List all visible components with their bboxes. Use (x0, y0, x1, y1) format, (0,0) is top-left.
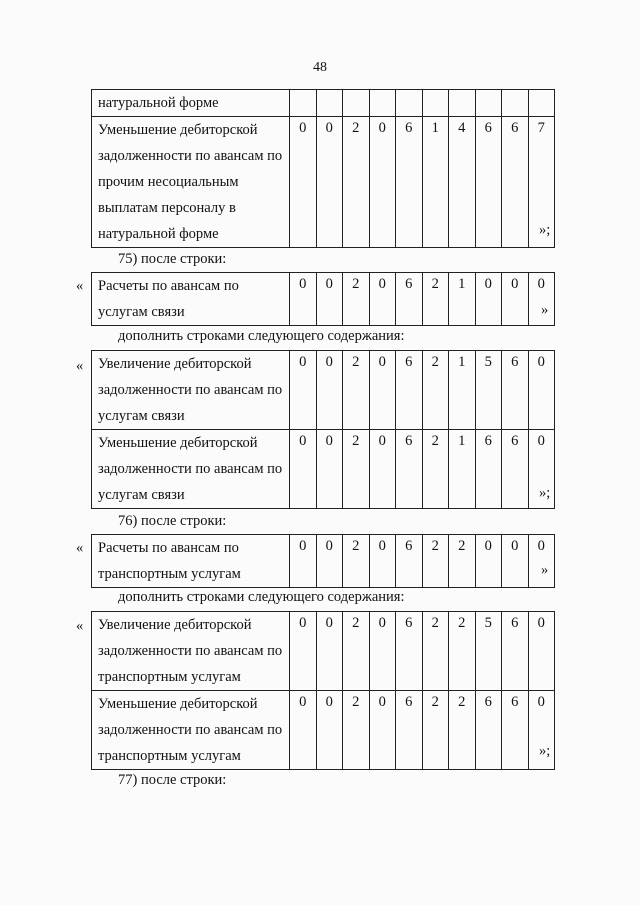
item-75-heading: 75) после строки: (118, 251, 227, 267)
code-digit: 2 (343, 117, 370, 248)
code-digit: 6 (396, 273, 423, 326)
code-digit: 0 (528, 430, 555, 509)
codes-table-75 (91, 272, 555, 326)
code-digit: 1 (449, 351, 476, 430)
add-rows-text: дополнить строками следующего содержания: (118, 589, 405, 605)
table-row (92, 612, 555, 691)
code-digit: 2 (449, 691, 476, 770)
code-digit: 0 (290, 273, 317, 326)
code-digit: 2 (422, 535, 449, 588)
table-row (92, 691, 555, 770)
opening-quote: « (76, 540, 84, 556)
code-digit: 0 (316, 691, 343, 770)
table-row (92, 273, 555, 326)
item-77-heading: 77) после строки: (118, 772, 227, 788)
code-digit: 2 (343, 535, 370, 588)
codes-table-76-added (91, 611, 555, 770)
code-digit: 0 (528, 612, 555, 691)
code-digit: 0 (369, 351, 396, 430)
code-digit: 0 (369, 117, 396, 248)
code-digit: 0 (290, 691, 317, 770)
code-digit: 0 (290, 351, 317, 430)
code-digit: 6 (502, 691, 529, 770)
code-digit: 2 (422, 612, 449, 691)
code-digit (502, 90, 529, 117)
table-row (92, 535, 555, 588)
code-digit: 0 (316, 612, 343, 691)
code-digit: 6 (396, 691, 423, 770)
row-label: натуральной форме (92, 90, 290, 117)
code-digit: 6 (396, 430, 423, 509)
code-digit: 1 (449, 273, 476, 326)
closing-quote: »; (539, 222, 551, 238)
code-digit (316, 90, 343, 117)
page-number: 48 (313, 60, 327, 75)
row-label: Расчеты по авансам по транспортным услугам (92, 535, 290, 588)
code-digit: 2 (422, 273, 449, 326)
code-digit: 0 (316, 535, 343, 588)
opening-quote: « (76, 278, 84, 294)
row-label: Увеличение дебиторской задолженности по авансам по услугам связи (92, 351, 290, 430)
code-digit: 6 (396, 351, 423, 430)
code-digit: 2 (449, 612, 476, 691)
code-digit (343, 90, 370, 117)
code-digit: 0 (316, 117, 343, 248)
code-digit: 6 (475, 691, 502, 770)
code-digit: 2 (449, 535, 476, 588)
table-row (92, 117, 555, 248)
code-digit (449, 90, 476, 117)
code-digit: 2 (422, 691, 449, 770)
closing-quote: » (541, 562, 549, 578)
table-row (92, 90, 555, 117)
code-digit: 0 (290, 117, 317, 248)
code-digit: 6 (396, 612, 423, 691)
code-digit: 5 (475, 612, 502, 691)
code-digit (475, 90, 502, 117)
code-digit: 0 (290, 535, 317, 588)
closing-quote: » (541, 302, 549, 318)
code-digit: 4 (449, 117, 476, 248)
row-label: Расчеты по авансам по услугам связи (92, 273, 290, 326)
code-digit: 0 (369, 691, 396, 770)
code-digit: 6 (502, 612, 529, 691)
code-digit: 2 (343, 273, 370, 326)
code-digit: 0 (369, 430, 396, 509)
row-label: Увеличение дебиторской задолженности по авансам по транспортным услугам (92, 612, 290, 691)
code-digit: 6 (475, 430, 502, 509)
add-rows-text: дополнить строками следующего содержания: (118, 328, 405, 344)
code-digit: 0 (528, 273, 555, 326)
code-digit: 0 (369, 535, 396, 588)
code-digit: 0 (475, 535, 502, 588)
code-digit: 6 (502, 117, 529, 248)
code-digit: 0 (528, 351, 555, 430)
opening-quote: « (76, 618, 84, 634)
codes-table-76 (91, 534, 555, 588)
code-digit: 0 (316, 430, 343, 509)
code-digit: 6 (475, 117, 502, 248)
code-digit: 6 (396, 535, 423, 588)
closing-quote: »; (539, 485, 551, 501)
row-label: Уменьшение дебиторской задолженности по авансам по прочим несоциальным выплатам персоналу в натуральной форме (92, 117, 290, 248)
codes-table-75-added (91, 350, 555, 509)
code-digit: 0 (369, 273, 396, 326)
row-label: Уменьшение дебиторской задолженности по авансам по транспортным услугам (92, 691, 290, 770)
code-digit: 6 (502, 351, 529, 430)
code-digit: 6 (502, 430, 529, 509)
code-digit: 0 (502, 535, 529, 588)
table-row (92, 430, 555, 509)
item-76-heading: 76) после строки: (118, 513, 227, 529)
row-label: Уменьшение дебиторской задолженности по авансам по услугам связи (92, 430, 290, 509)
code-digit: 0 (528, 691, 555, 770)
code-digit: 0 (290, 612, 317, 691)
code-digit: 0 (528, 535, 555, 588)
code-digit: 2 (343, 430, 370, 509)
codes-table-top (91, 89, 555, 248)
code-digit: 0 (316, 351, 343, 430)
code-digit: 6 (396, 117, 423, 248)
code-digit (396, 90, 423, 117)
opening-quote: « (76, 358, 84, 374)
code-digit: 1 (422, 117, 449, 248)
code-digit: 5 (475, 351, 502, 430)
code-digit (290, 90, 317, 117)
closing-quote: »; (539, 743, 551, 759)
code-digit: 2 (343, 612, 370, 691)
code-digit: 2 (422, 351, 449, 430)
code-digit: 2 (343, 691, 370, 770)
code-digit: 0 (502, 273, 529, 326)
code-digit (369, 90, 396, 117)
code-digit (528, 90, 555, 117)
code-digit: 7 (528, 117, 555, 248)
code-digit (422, 90, 449, 117)
code-digit: 0 (290, 430, 317, 509)
code-digit: 1 (449, 430, 476, 509)
code-digit: 2 (422, 430, 449, 509)
code-digit: 0 (369, 612, 396, 691)
code-digit: 0 (475, 273, 502, 326)
code-digit: 0 (316, 273, 343, 326)
table-row (92, 351, 555, 430)
code-digit: 2 (343, 351, 370, 430)
